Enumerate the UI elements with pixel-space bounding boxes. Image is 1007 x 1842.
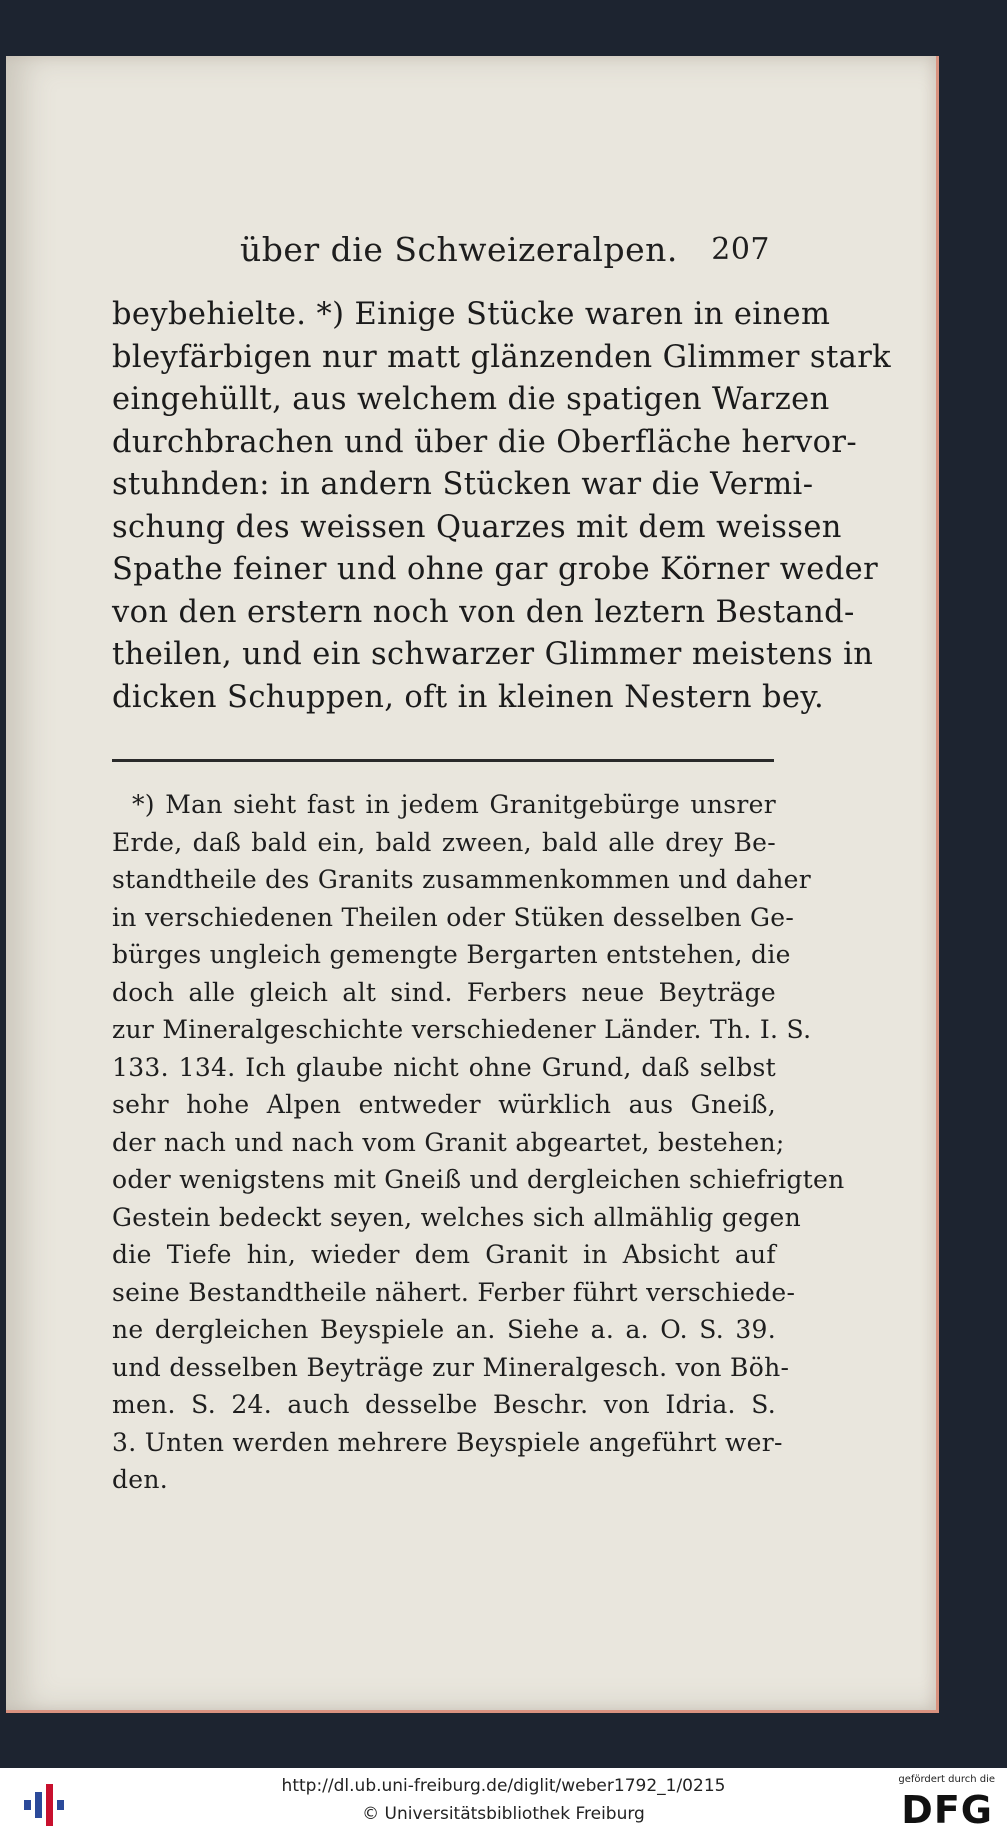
text-line: bleyfärbigen nur matt glänzenden Glimmer stark xyxy=(112,339,892,375)
footnote-line: 3. Unten werden mehrere Beyspiele angeführt wer- xyxy=(112,1427,783,1457)
copyright-notice: © Universitätsbibliothek Freiburg xyxy=(362,1804,645,1824)
text-line: theilen, und ein schwarzer Glimmer meistens in xyxy=(112,637,874,672)
footnote-line: 133. 134. Ich glaube nicht ohne Grund, daß selbst xyxy=(112,1052,776,1082)
page-number: 207 xyxy=(711,232,770,267)
text-line: von den erstern noch von den leztern Bestand- xyxy=(112,594,855,630)
running-title: über die Schweizeralpen. xyxy=(240,230,678,269)
footnote-line: *) Man sieht fast in jedem Granitgebürge unsrer xyxy=(132,790,776,819)
footnote-line: zur Mineralgeschichte verschiedener Länder. Th. I. S. xyxy=(112,1015,812,1044)
footnote-line: doch alle gleich alt sind. Ferbers neue Beyträge xyxy=(112,977,776,1007)
footnote-line: die Tiefe hin, wieder dem Granit in Absicht auf xyxy=(112,1240,776,1269)
main-text xyxy=(112,294,892,719)
dfg-logo[interactable]: DFG xyxy=(901,1788,993,1832)
text-line: schung des weissen Quarzes mit dem weissen xyxy=(112,509,842,545)
text-line: stuhnden: in andern Stücken war die Vermi- xyxy=(112,467,814,502)
footnote-line: bürges ungleich gemengte Bergarten entstehen, die xyxy=(112,940,791,969)
footnote-line: Gestein bedeckt seyen, welches sich allmählig gegen xyxy=(112,1202,802,1232)
sponsor-text: gefördert durch die xyxy=(898,1774,995,1785)
footnote-line: und desselben Beyträge zur Mineralgesch. von Böh- xyxy=(112,1352,790,1382)
footnote-line: standtheile des Granits zusammenkommen und daher xyxy=(112,865,811,894)
text-line: Spathe feiner und ohne gar grobe Körner weder xyxy=(112,552,879,587)
text-line: durchbrachen und über die Oberfläche hervor- xyxy=(112,424,858,460)
footnote-divider xyxy=(112,759,774,762)
footnote-line: Erde, daß bald ein, bald zween, bald alle drey Be- xyxy=(112,827,776,857)
footnote-line: seine Bestandtheile nähert. Ferber führt verschiede- xyxy=(112,1277,796,1307)
text-line: eingehüllt, aus welchem die spatigen Warzen xyxy=(112,382,830,417)
footnote-line: men. S. 24. auch desselbe Beschr. von Idria. S. xyxy=(112,1390,776,1419)
footnote-line: ne dergleichen Beyspiele an. Siehe a. a. O. S. 39. xyxy=(112,1315,776,1344)
footnote-line: in verschiedenen Theilen oder Stüken desselben Ge- xyxy=(112,902,795,932)
footnote-line: der nach und nach vom Granit abgeartet, bestehen; xyxy=(112,1127,785,1157)
text-line: dicken Schuppen, oft in kleinen Nestern bey. xyxy=(112,679,825,715)
running-header xyxy=(240,230,770,278)
text-line: beybehielte. *) Einige Stücke waren in einem xyxy=(112,297,831,332)
footnote-line: oder wenigstens mit Gneiß und dergleichen schiefrigten xyxy=(112,1165,845,1194)
footnote-line: den. xyxy=(112,1465,169,1494)
permalink[interactable]: http://dl.ub.uni-freiburg.de/diglit/weber1792_1/0215 xyxy=(281,1776,726,1796)
footnote xyxy=(112,786,845,1499)
footnote-line: sehr hohe Alpen entweder würklich aus Gneiß, xyxy=(112,1090,776,1119)
viewer-footer xyxy=(0,1768,1007,1842)
